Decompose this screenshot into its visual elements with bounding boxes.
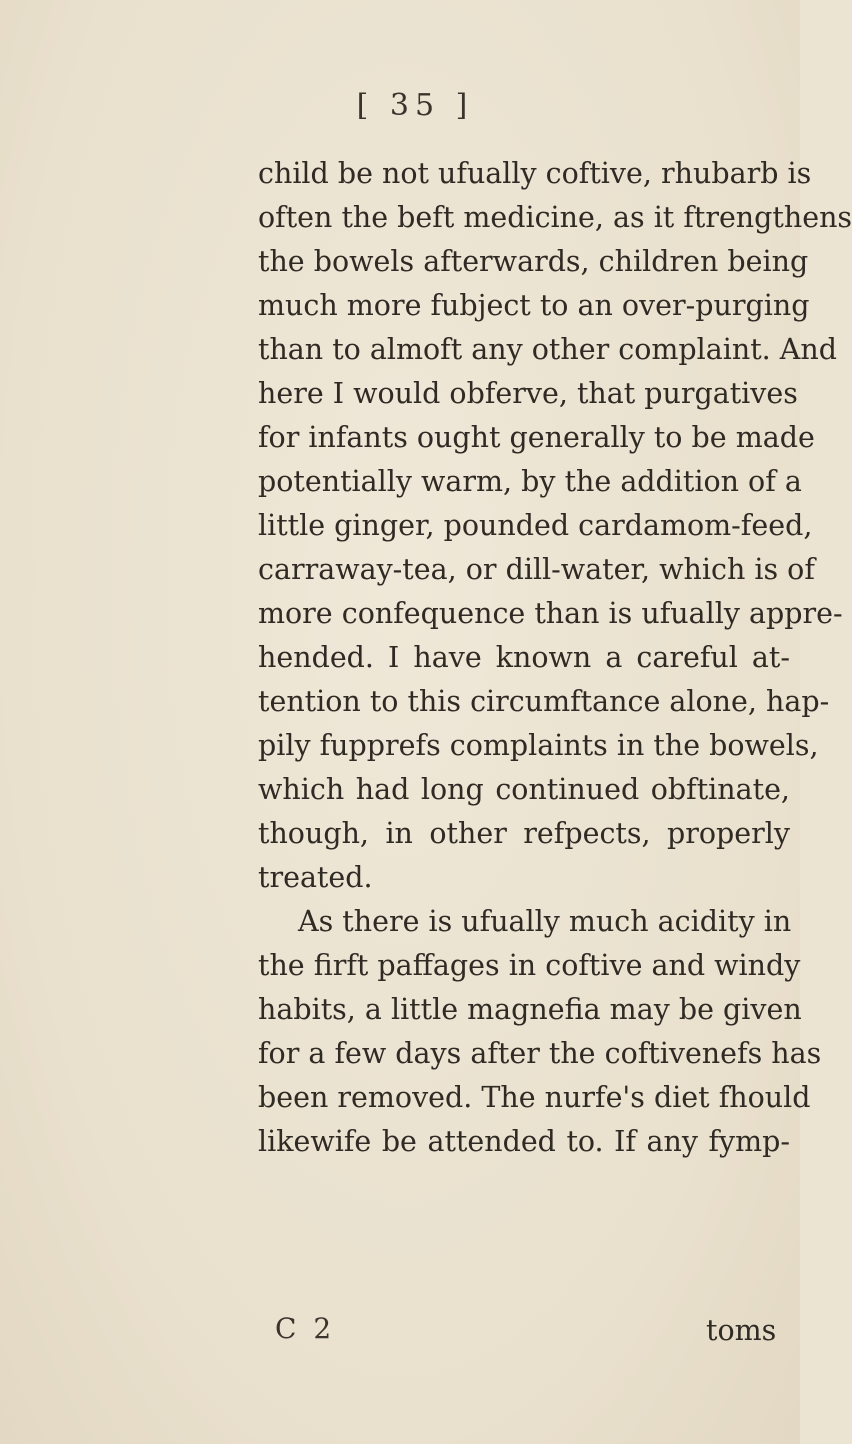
text-line: pily fupprefs complaints in the bowels,	[258, 729, 819, 762]
text-line: potentially warm, by the addition of a	[258, 465, 802, 498]
text-line: tention to this circumftance alone, hap-	[258, 685, 830, 718]
text-line: for infants ought generally to be made	[258, 421, 815, 454]
text-line: for a few days after the coftivenefs has	[258, 1037, 822, 1070]
text-line: treated.	[258, 861, 373, 894]
text-line: little ginger, pounded cardamom-feed,	[258, 509, 813, 542]
text-line: more confequence than is ufually appre-	[258, 597, 843, 630]
text-line: much more fubject to an over-purging	[258, 289, 810, 322]
text-line: the firft paffages in coftive and windy	[258, 949, 801, 982]
catchword: toms	[706, 1314, 777, 1347]
text-line: As there is ufually much acidity in	[298, 905, 792, 938]
text-line: likewife be attended to. If any fymp-	[258, 1125, 790, 1158]
text-line: though, in other refpects, properly	[258, 817, 790, 850]
text-line: often the beft medicine, as it ftrengthens	[258, 201, 852, 234]
page-number: [ 35 ]	[356, 88, 474, 123]
text-line: child be not ufually coftive, rhubarb is	[258, 157, 812, 190]
text-line: been removed. The nurfe's diet fhould	[258, 1081, 811, 1114]
text-line: habits, a little magnefia may be given	[258, 993, 802, 1026]
text-line: which had long continued obftinate,	[258, 773, 790, 806]
signature-mark: C 2	[275, 1312, 336, 1345]
text-line: here I would obferve, that purgatives	[258, 377, 798, 410]
text-line: hended. I have known a careful at-	[258, 641, 790, 674]
text-line: carraway-tea, or dill-water, which is of	[258, 553, 815, 586]
text-line: than to almoft any other complaint. And	[258, 333, 837, 366]
text-line: the bowels afterwards, children being	[258, 245, 809, 278]
